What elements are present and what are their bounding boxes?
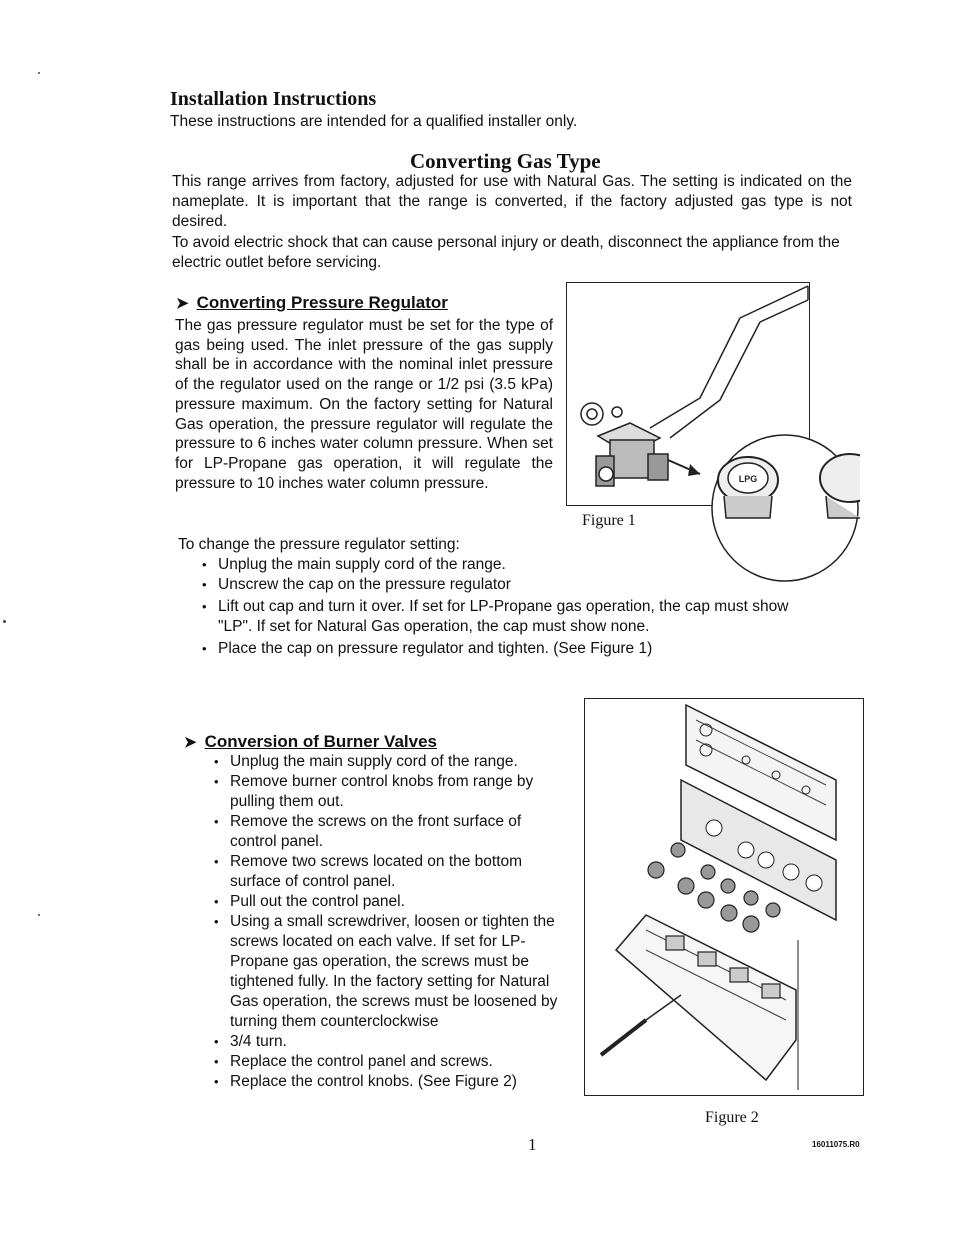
scan-speck	[38, 72, 40, 74]
list-item: • Place the cap on pressure regulator and tighten. (See Figure 1)	[200, 639, 800, 659]
arrow-bullet-icon: ➤	[176, 295, 189, 312]
page-number: 1	[528, 1135, 537, 1154]
regulator-paragraph: The gas pressure regulator must be set for the type of gas being used. The inlet pressure of the gas supply shall be in accordance with the nominal inlet pressure of the regulator used on the range or 1/2 psi (3.5 kPa) pressure maximum. On the factory setting for Natural Gas operation, the pressure regulator will regulate the pressure to 6 inches water column pressure. When set for LP-Propane gas operation, it will regulate the pressure to 10 inches water column pressure.	[175, 317, 553, 492]
list-item: • Pull out the control panel.	[212, 892, 562, 912]
section-paragraph-1: This range arrives from factory, adjusted for use with Natural Gas. The setting is indicated on the nameplate. It is important that the range is converted, if the factory adjusted gas type is not desired.	[172, 173, 852, 230]
scan-speck	[3, 620, 6, 623]
valves-heading-text: Conversion of Burner Valves	[204, 732, 437, 751]
regulator-heading	[176, 293, 448, 313]
intro-text: These instructions are intended for a qualified installer only.	[170, 113, 578, 130]
list-item: • Replace the control panel and screws.	[212, 1052, 562, 1072]
list-item: • Remove two screws located on the bottom surface of control panel.	[212, 852, 562, 892]
list-item: • Using a small screwdriver, loosen or tighten the screws located on each valve. If set for LP-Propane gas operation, the screws must be tightened fully. In the factory setting for Natural Gas operation, the screws must be loosened by turning them counterclockwise	[212, 912, 562, 1032]
list-item: • Unscrew the cap on the pressure regulator	[200, 575, 800, 595]
scan-speck	[38, 914, 40, 916]
list-item: • Unplug the main supply cord of the range.	[212, 752, 562, 772]
regulator-lead: To change the pressure regulator setting:	[178, 536, 460, 553]
arrow-bullet-icon: ➤	[184, 734, 197, 751]
section-title: Converting Gas Type	[410, 149, 601, 173]
list-item: • 3/4 turn.	[212, 1032, 562, 1052]
document-code: 16011075.R0	[812, 1140, 860, 1149]
lpg-cap-label: LPG	[738, 474, 758, 484]
pressure-regulator-illustration	[560, 278, 860, 583]
list-item: • Remove burner control knobs from range by pulling them out.	[212, 772, 562, 812]
figure-2-caption: Figure 2	[705, 1109, 759, 1126]
valves-steps	[212, 752, 562, 1092]
regulator-heading-text: Converting Pressure Regulator	[196, 293, 448, 312]
list-item: • Remove the screws on the front surface of control panel.	[212, 812, 562, 852]
list-item: • Replace the control knobs. (See Figure 2)	[212, 1072, 562, 1092]
list-item: • Unplug the main supply cord of the range.	[200, 555, 800, 575]
valves-heading	[184, 732, 437, 752]
figure-1-caption: Figure 1	[582, 512, 636, 529]
page-title: Installation Instructions	[170, 88, 377, 110]
list-item: • Lift out cap and turn it over. If set for LP-Propane gas operation, the cap must show "LP". If set for Natural Gas operation, the cap must show none.	[200, 597, 800, 637]
burner-valves-illustration	[586, 700, 861, 1092]
section-paragraph-2: To avoid electric shock that can cause personal injury or death, disconnect the appliance from the electric outlet before servicing.	[172, 234, 840, 271]
